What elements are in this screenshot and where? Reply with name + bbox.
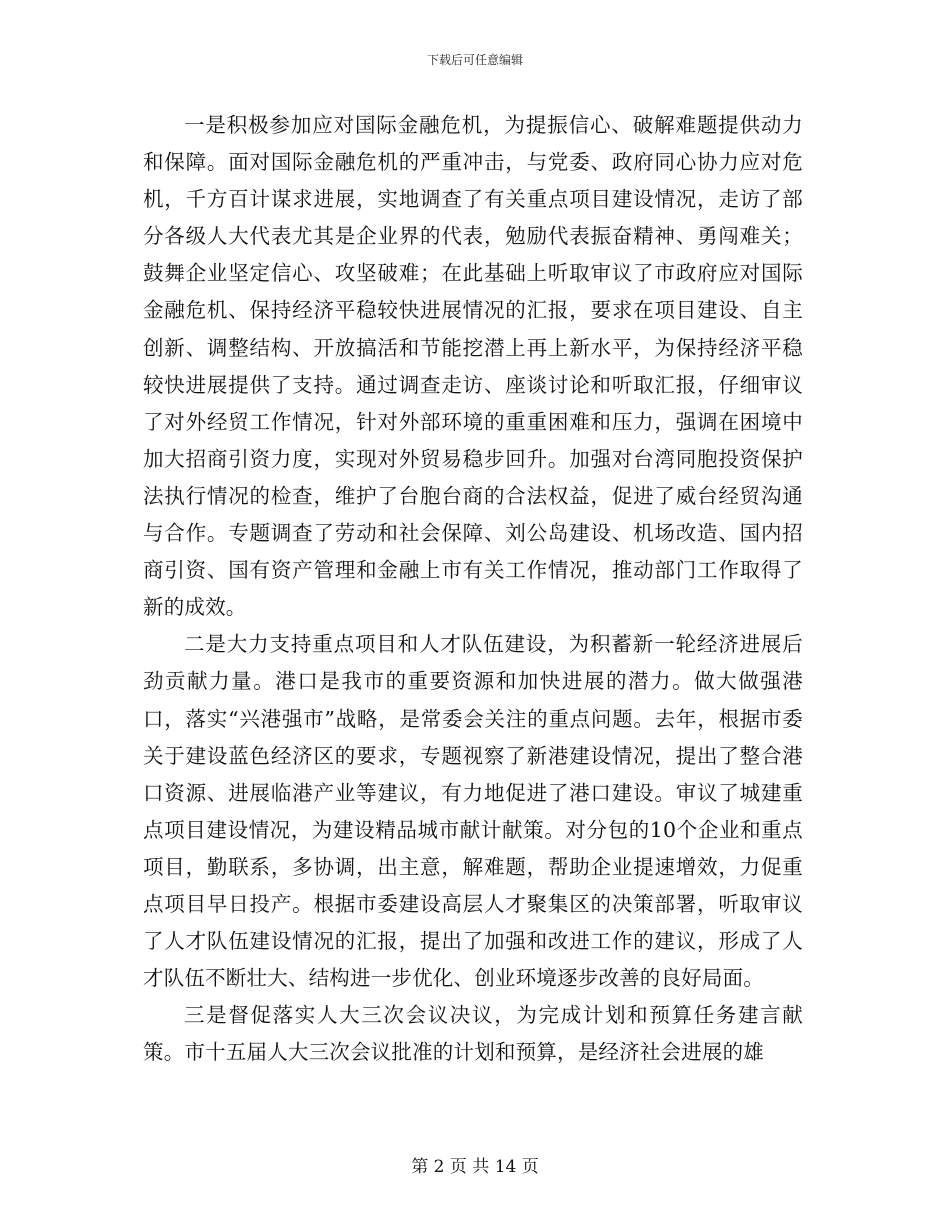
document-body — [143, 107, 803, 1071]
page-header: 下载后可任意编辑 — [426, 53, 523, 67]
page-footer: 第 2 页 共 14 页 — [411, 1157, 539, 1177]
paragraph-3: 三是督促落实人大三次会议决议，为完成计划和预算任务建言献策。市十五届人大三次会议批准的计划和预算，是经济社会进展的雄 — [143, 1003, 803, 1065]
paragraph-1: 一是积极参加应对国际金融危机，为提振信心、破解难题提供动力和保障。面对国际金融危机的严重冲击，与党委、政府同心协力应对危机，千方百计谋求进展，实地调查了有关重点项目建设情况，走访了部分各级人大代表尤其是企业界的代表，勉励代表振奋精神、勇闯难关；鼓舞企业坚定信心、攻坚破难；在此基础上听取审议了市政府应对国际金融危机、保持经济平稳较快进展情况的汇报，要求在项目建设、自主创新、调整结构、开放搞活和节能挖潜上再上新水平，为保持经济平稳较快进展提供了支持。通过调查走访、座谈讨论和听取汇报，仔细审议了对外经贸工作情况，针对外部环境的重重困难和压力，强调在困境中加大招商引资力度，实现对外贸易稳步回升。加强对台湾同胞投资保护法执行情况的检查，维护了台胞台商的合法权益，促进了威台经贸沟通与合作。专题调查了劳动和社会保障、刘公岛建设、机场改造、国内招商引资、国有资产管理和金融上市有关工作情况，推动部门工作取得了新的成效。 — [143, 113, 803, 620]
paragraph-2: 二是大力支持重点项目和人才队伍建设，为积蓄新一轮经济进展后劲贡献力量。港口是我市的重要资源和加快进展的潜力。做大做强港口，落实“兴港强市”战略，是常委会关注的重点问题。去年，根据市委关于建设蓝色经济区的要求，专题视察了新港建设情况，提出了整合港口资源、进展临港产业等建议，有力地促进了港口建设。审议了城建重点项目建设情况，为建设精品城市献计献策。对分包的10个企业和重点项目，勤联系，多协调，出主意，解难题，帮助企业提速增效，力促重点项目早日投产。根据市委建设高层人才聚集区的决策部署，听取审议了人才队伍建设情况的汇报，提出了加强和改进工作的建议，形成了人才队伍不断壮大、结构进一步优化、创业环境逐步改善的良好局面。 — [143, 632, 803, 991]
